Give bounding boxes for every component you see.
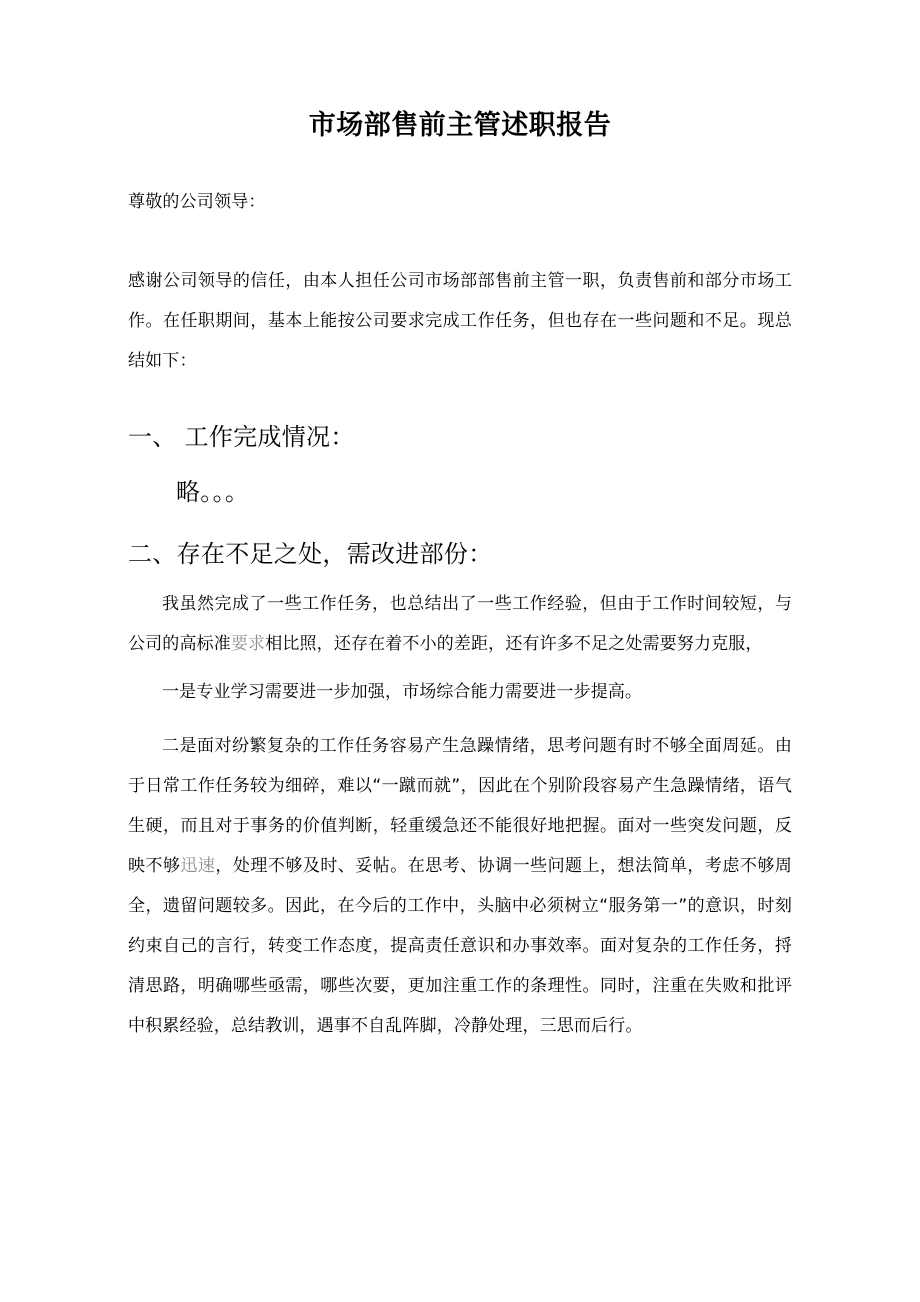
intro-paragraph <box>128 222 792 381</box>
paragraph-point-one <box>128 664 792 712</box>
para3-faded-run: 迅速 <box>180 856 216 877</box>
page-title: 市场部售前主管述职报告 <box>308 110 612 141</box>
section-one-subitem: 略。。。 <box>176 478 250 507</box>
section-heading-one: 一、 工作完成情况： <box>128 423 355 452</box>
heading-spacer <box>128 574 792 584</box>
paragraph-point-two <box>128 712 792 1046</box>
para3-part-a: 二是面对纷繁复杂的工作任务容易产生急躁情绪，思考问题有时不够全面周延。由于日常工作任务较为细碎，难以“一蹴而就”，因此在个别阶段容易产生急躁情绪，语气生硬，而且对于事务的价值判断，轻重缓急还不能很好地把握。面对一些突发问题，反映不够 <box>128 736 792 877</box>
intro-text: 感谢公司领导的信任，由本人担任公司市场部部售前主管一职，负责售前和部分市场工作。在任职期间，基本上能按公司要求完成工作任务，但也存在一些问题和不足。现总结如下： <box>128 271 792 372</box>
para1-part-b: 相比照，还存在着不小的差距，还有许多不足之处需要努力克服， <box>265 634 763 655</box>
para3-part-b: ，处理不够及时、妥帖。在思考、协调一些问题上，想法简单，考虑不够周全，遗留问题较多。因此，在今后的工作中，头脑中必须树立“服务第一”的意识，时刻约束自己的言行，转变工作态度，提高责任意识和办事效率。面对复杂的工作任务，捋清思路，明确哪些亟需，哪些次要，更加注重工作的条理性。同时，注重在失败和批评中积累经验，总结教训，遇事不自乱阵脚，冷静处理，三思而后行。 <box>128 856 792 1037</box>
section-heading-two: 二、存在不足之处，需改进部份： <box>128 540 493 569</box>
para1-part-a: 我虽然完成了一些工作任务，也总结出了一些工作经验，但由于工作时间较短，与公司的高标准 <box>128 594 792 655</box>
para2-text: 一是专业学习需要进一步加强，市场综合能力需要进一步提高。 <box>162 682 643 703</box>
document-body <box>128 0 792 1046</box>
paragraph-shortcomings-overview <box>128 584 792 664</box>
salutation-line: 尊敬的公司领导： <box>128 192 266 213</box>
para1-faded-run: 要求 <box>230 634 266 655</box>
